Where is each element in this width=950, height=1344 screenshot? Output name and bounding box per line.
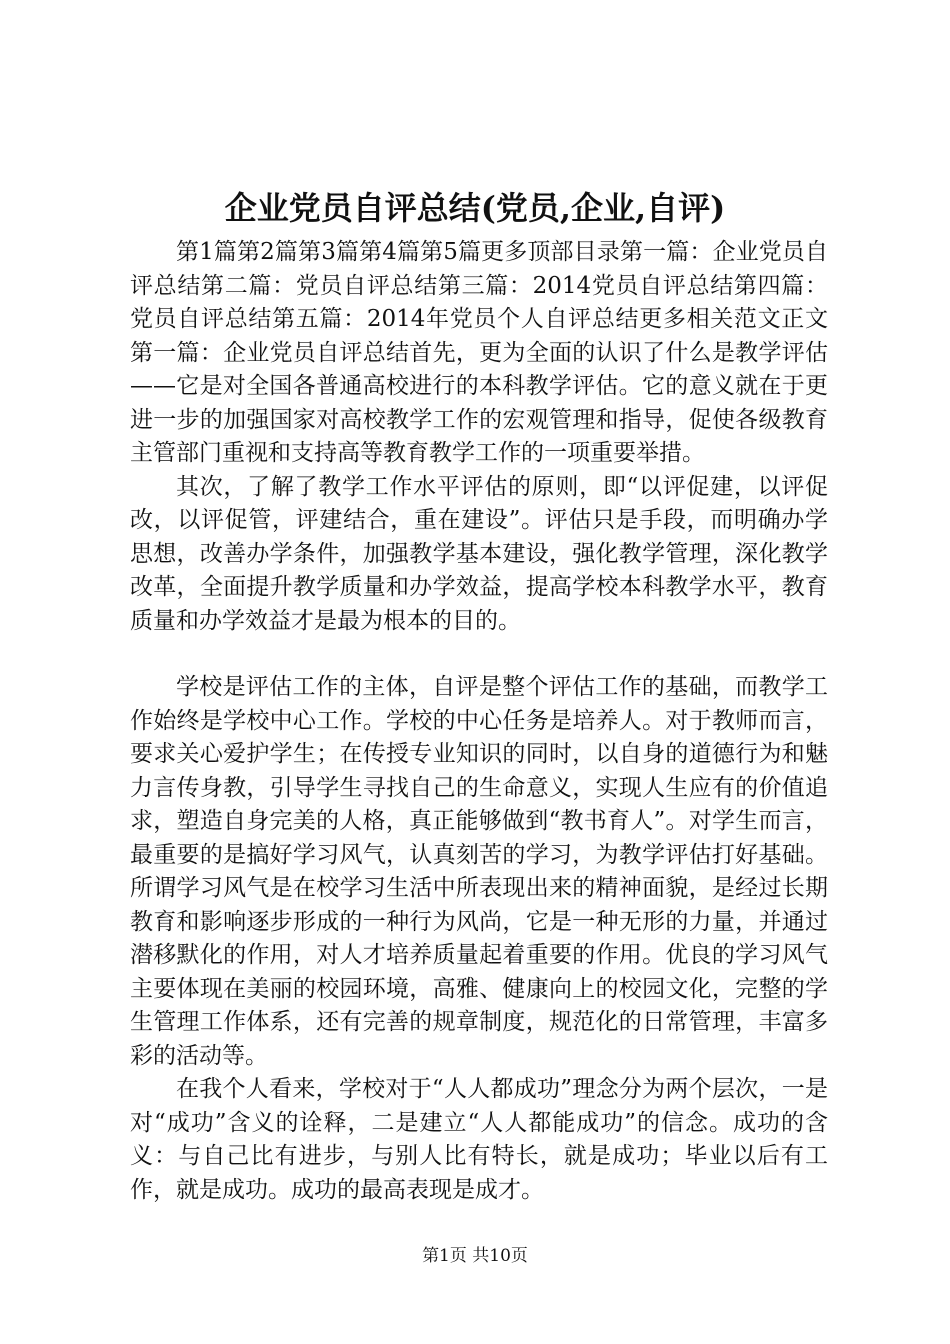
document-body <box>130 236 828 1207</box>
paragraph-1: 第1篇第2篇第3篇第4篇第5篇更多顶部目录第一篇：企业党员自评总结第二篇：党员自评总结第三篇：2014党员自评总结第四篇：党员自评总结第五篇：2014年党员个人自评总结更多相关范文正文第一篇：企业党员自评总结首先，更为全面的认识了什么是教学评估——它是对全国各普通高校进行的本科教学评估。它的意义就在于更进一步的加强国家对高校教学工作的宏观管理和指导，促使各级教育主管部门重视和支持高等教育教学工作的一项重要举措。 <box>130 239 828 466</box>
paragraph-gap <box>130 638 828 671</box>
paragraph-4: 在我个人看来，学校对于“人人都成功”理念分为两个层次，一是对“成功”含义的诠释，二是建立“人人都能成功”的信念。成功的含义：与自己比有进步，与别人比有特长，就是成功；毕业以后有工作，就是成功。成功的最高表现是成才。 <box>130 1076 828 1203</box>
page-number-footer: 第1页 共10页 <box>422 1246 528 1266</box>
document-title: 企业党员自评总结(党员,企业,自评) <box>224 189 726 227</box>
paragraph-3: 学校是评估工作的主体，自评是整个评估工作的基础，而教学工作始终是学校中心工作。学校的中心任务是培养人。对于教师而言，要求关心爱护学生；在传授专业知识的同时，以自身的道德行为和魅力言传身教，引导学生寻找自己的生命意义，实现人生应有的价值追求，塑造自身完美的人格，真正能够做到“教书育人”。对学生而言，最重要的是搞好学习风气，认真刻苦的学习，为教学评估打好基础。所谓学习风气是在校学习生活中所表现出来的精神面貌，是经过长期教育和影响逐步形成的一种行为风尚，它是一种无形的力量，并通过潜移默化的作用，对人才培养质量起着重要的作用。优良的学习风气主要体现在美丽的校园环境，高雅、健康向上的校园文化，完整的学生管理工作体系，还有完善的规章制度，规范化的日常管理，丰富多彩的活动等。 <box>130 674 828 1069</box>
paragraph-2: 其次，了解了教学工作水平评估的原则，即“以评促建，以评促改，以评促管，评建结合，重在建设”。评估只是手段，而明确办学思想，改善办学条件，加强教学基本建设，强化教学管理，深化教学改革，全面提升教学质量和办学效益，提高学校本科教学水平，教育质量和办学效益才是最为根本的目的。 <box>130 473 828 634</box>
